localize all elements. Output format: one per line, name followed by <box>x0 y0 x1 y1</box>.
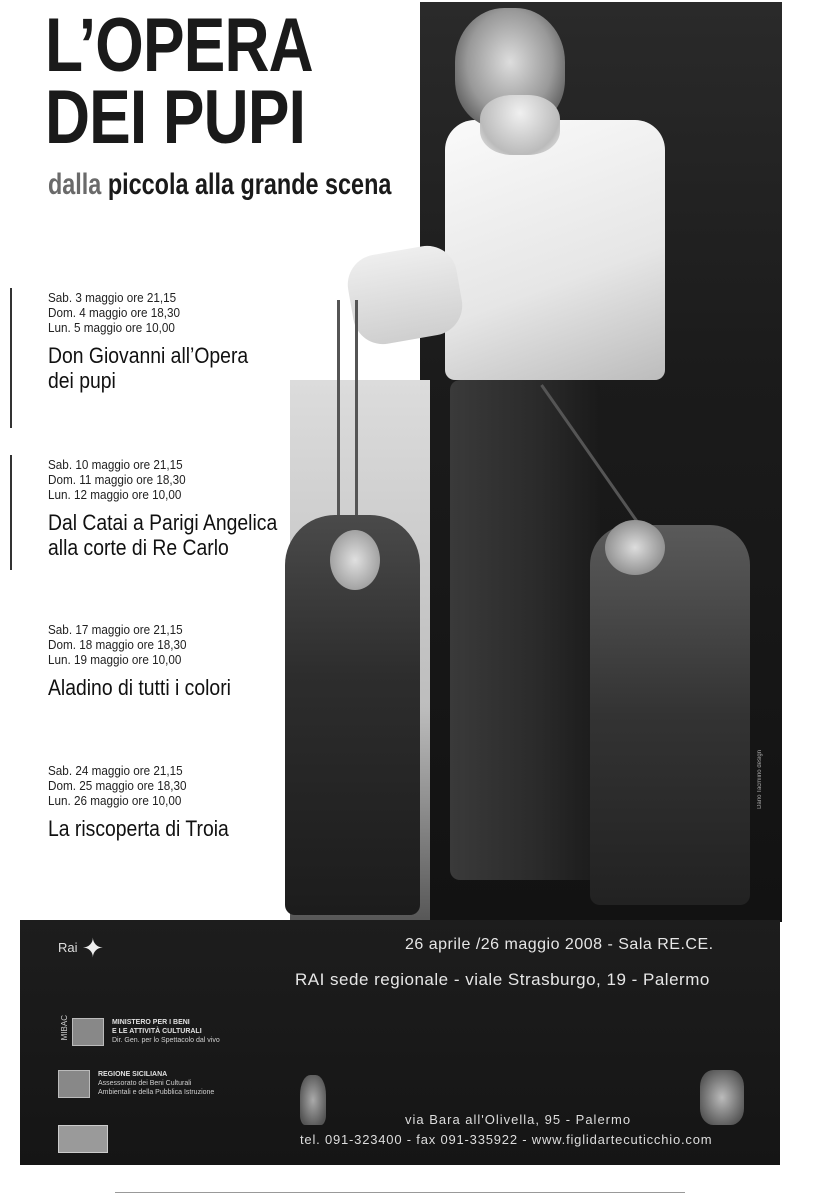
ministry-vertical-label: MIBAC <box>60 1015 69 1041</box>
region-name-3: Ambientali e della Pubblica Istruzione <box>97 1089 215 1096</box>
event-dates-venue: 26 aprile /26 maggio 2008 - Sala RE.CE. <box>405 936 714 953</box>
show-date: Sab. 17 maggio ore 21,15 <box>48 622 183 637</box>
show-date: Lun. 5 maggio ore 10,00 <box>48 320 175 335</box>
region-name-2: Assessorato dei Beni Culturali <box>97 1080 192 1087</box>
puppeteer-legs <box>450 380 600 880</box>
bottom-rule <box>115 1192 685 1193</box>
puppet-emblem-icon <box>300 1075 326 1125</box>
show-entry <box>48 457 348 560</box>
show-date: Lun. 26 maggio ore 10,00 <box>48 793 182 808</box>
puppet-right-figure <box>590 525 750 905</box>
event-address: RAI sede regionale - viale Strasburgo, 19 - Palermo <box>295 970 710 989</box>
title-line-2: DEI PUPI <box>45 75 306 160</box>
ministry-name-3: Dir. Gen. per lo Spettacolo dal vivo <box>111 1037 220 1044</box>
ministry-name-1: MINISTERO PER I BENI <box>111 1019 190 1026</box>
puppet-rod <box>355 300 358 530</box>
sponsor-logo-icon <box>58 1125 108 1153</box>
region-name-1: REGIONE SICILIANA <box>97 1071 168 1078</box>
puppet-right-head <box>605 520 665 575</box>
company-street: via Bara all'Olivella, 95 - Palermo <box>405 1112 632 1127</box>
show-date: Lun. 12 maggio ore 10,00 <box>48 487 182 502</box>
design-credit: Dario Tacmiino design <box>757 750 763 809</box>
show-date: Sab. 3 maggio ore 21,15 <box>48 290 177 305</box>
ministry-name-2: E LE ATTIVITÀ CULTURALI <box>111 1028 202 1035</box>
show-title <box>48 343 312 393</box>
show-entry <box>48 622 348 700</box>
show-title <box>48 510 312 560</box>
rai-logo-text: Rai <box>58 940 78 955</box>
divider-bar <box>10 455 12 570</box>
puppeteer-beard <box>480 95 560 155</box>
show-title-line: alla corte di Re Carlo <box>48 535 229 560</box>
ministry-sponsor <box>72 1018 220 1046</box>
show-entry <box>48 763 348 841</box>
subtitle-part-2: piccola alla grande scena <box>107 168 392 201</box>
show-title-line: dei pupi <box>48 368 116 393</box>
show-date: Sab. 24 maggio ore 21,15 <box>48 763 183 778</box>
show-title-line: Dal Catai a Parigi Angelica <box>48 510 278 535</box>
show-dates <box>48 763 348 808</box>
region-crest-icon <box>58 1070 90 1098</box>
company-contact: tel. 091-323400 - fax 091-335922 - www.figlidartecuticchio.com <box>300 1132 713 1147</box>
show-date: Sab. 10 maggio ore 21,15 <box>48 457 183 472</box>
show-date: Lun. 19 maggio ore 10,00 <box>48 652 182 667</box>
ministry-logo-icon <box>72 1018 104 1046</box>
show-date: Dom. 11 maggio ore 18,30 <box>48 472 186 487</box>
show-date: Dom. 4 maggio ore 18,30 <box>48 305 181 320</box>
show-title-line: Aladino di tutti i colori <box>48 675 231 700</box>
divider-bar <box>10 288 12 428</box>
show-dates <box>48 622 348 667</box>
show-title-line: Don Giovanni all’Opera <box>48 343 249 368</box>
show-date: Dom. 18 maggio ore 18,30 <box>48 637 187 652</box>
company-emblem-icon <box>700 1070 744 1125</box>
show-dates <box>48 457 348 502</box>
show-date: Dom. 25 maggio ore 18,30 <box>48 778 187 793</box>
subtitle-part-1: dalla <box>48 168 102 201</box>
puppeteer-shirt <box>445 120 665 380</box>
show-title <box>48 675 312 700</box>
show-entry <box>48 290 348 393</box>
region-sponsor <box>58 1070 214 1098</box>
rai-star-icon: ✦ <box>82 933 104 963</box>
poster-subtitle <box>48 168 391 202</box>
title-line-1: L’OPERA <box>45 3 313 88</box>
show-title-line: La riscoperta di Troia <box>48 816 229 841</box>
poster-title <box>45 3 313 160</box>
show-title <box>48 816 312 841</box>
show-dates <box>48 290 348 335</box>
